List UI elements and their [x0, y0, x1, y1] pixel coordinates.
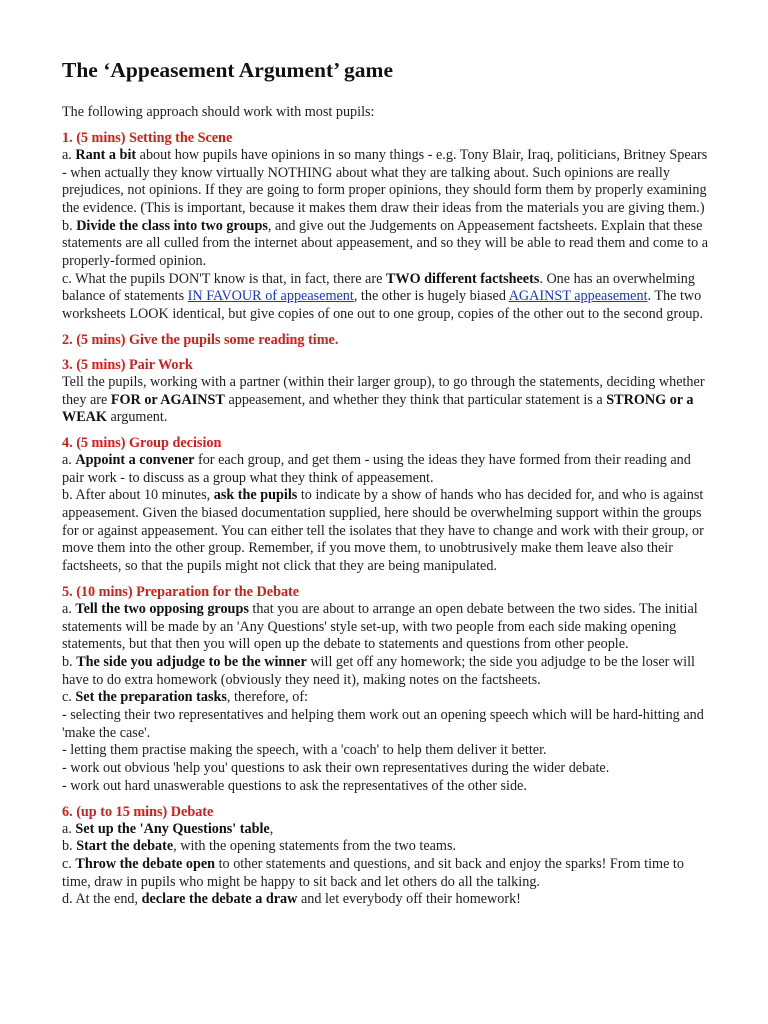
body-text: b. After about 10 minutes,: [62, 487, 214, 504]
body-text: ,: [269, 820, 274, 837]
emphasis-text: Divide the class into two groups: [76, 217, 268, 234]
section-paragraph: [62, 601, 712, 654]
body-text: a.: [62, 451, 76, 468]
factsheet-link[interactable]: IN FAVOUR of appeasement: [187, 288, 354, 305]
factsheet-link[interactable]: AGAINST appeasement: [508, 288, 648, 305]
emphasis-text: declare the debate a draw: [141, 891, 298, 908]
body-text: Tell the pupils, working with a partner (within their larger group), to go through the statements, deciding whether they are: [62, 373, 705, 408]
emphasis-text: FOR or AGAINST: [110, 391, 225, 408]
emphasis-text: Set up the 'Any Questions' table: [75, 820, 270, 837]
section-2: [62, 331, 712, 349]
section-6: [62, 803, 712, 910]
body-text: , therefore, of:: [226, 689, 309, 706]
section-paragraph: [62, 838, 712, 856]
section-paragraph: [62, 821, 712, 839]
body-text: b.: [62, 838, 77, 855]
section-heading: 4. (5 mins) Group decision: [62, 434, 222, 451]
section-heading: 1. (5 mins) Setting the Scene: [62, 129, 233, 146]
section-paragraph: [62, 891, 712, 909]
body-text: a.: [62, 820, 76, 837]
section-4: [62, 434, 712, 576]
section-heading: 2. (5 mins) Give the pupils some reading time.: [62, 331, 339, 348]
section-paragraph: [62, 452, 712, 487]
emphasis-text: Rant a bit: [75, 146, 137, 163]
sections-container: [62, 129, 712, 909]
page-title: The ‘Appeasement Argument’ game: [62, 58, 394, 82]
emphasis-text: STRONG or a WEAK: [62, 391, 694, 426]
section-paragraph: [62, 689, 712, 707]
emphasis-text: ask the pupils: [213, 487, 298, 504]
body-text: that you are about to arrange an open debate between the two sides. The initial statements will be made by an 'Any Questions' style set-up, with two people from each side making opening statements, but that then you will open up the debate to statements and questions from other people.: [62, 600, 698, 653]
body-text: b.: [62, 217, 77, 234]
section-heading: 6. (up to 15 mins) Debate: [62, 803, 214, 820]
emphasis-text: Throw the debate open: [75, 856, 216, 872]
body-text: - letting them practise making the speech, with a 'coach' to help them deliver it better.: [62, 742, 547, 759]
section-1: [62, 129, 712, 324]
body-text: d. At the end,: [62, 891, 142, 908]
body-text: . The two worksheets LOOK identical, but give copies of one out to one group, copies of the other out to the second group.: [62, 288, 704, 323]
body-text: - work out hard unaswerable questions to ask the representatives of the other side.: [62, 777, 527, 794]
emphasis-text: The side you adjudge to be the winner: [76, 653, 307, 670]
section-paragraph: [62, 856, 712, 891]
body-text: a.: [62, 600, 76, 617]
body-text: . One has an overwhelming balance of statements: [62, 270, 695, 305]
body-text: appeasement, and whether they think that particular statement is a: [224, 391, 607, 408]
section-paragraph: [62, 271, 712, 324]
section-5: [62, 583, 712, 796]
body-text: , and give out the Judgements on Appeasement factsheets. Explain that these statements are all culled from the internet about appeasement, and so they will be able to read them and come to a properly-formed opinion.: [62, 217, 709, 270]
body-text: to indicate by a show of hands who has decided for, and who is against appeasement. Given the biased documentation supplied, here should be overwhelming support within the groups for or against appeasement. You can either tell the isolates that they have to change and work with their group, or move them into the other group. Remember, if you move them, to unobtrusively make them leave also their factsheets, so that the pupils might not click that they are being manipulated.: [62, 487, 704, 575]
body-text: c.: [62, 856, 76, 872]
body-text: c.: [62, 689, 76, 706]
body-text: for each group, and get them - using the ideas they have formed from their reading and pair work - to discuss as a group what they think of appeasement.: [62, 451, 691, 486]
emphasis-text: Appoint a convener: [75, 451, 195, 468]
body-text: b.: [62, 653, 77, 670]
emphasis-text: Tell the two opposing groups: [75, 600, 249, 617]
body-text: - selecting their two representatives and helping them work out an opening speech which will be hard-hitting and 'make the case'.: [62, 707, 704, 741]
section-3: [62, 356, 712, 427]
section-paragraph: [62, 147, 712, 218]
section-paragraph: [62, 742, 712, 760]
body-text: , the other is hugely biased: [353, 288, 509, 305]
body-text: about how pupils have opinions in so many things - e.g. Tony Blair, Iraq, politicians, Britney Spears - when actually they know virtually NOTHING about what they are talking about. Such opinions are really prejudices, not opinions. If they are going to form proper opinions, they should form them by properly examining the evidence. (This is important, because it makes them draw their ideas from the materials you are giving them.): [62, 146, 708, 216]
body-text: - work out obvious 'help you' questions to ask their own representatives during the wider debate.: [62, 760, 610, 777]
section-heading: 3. (5 mins) Pair Work: [62, 356, 193, 373]
section-paragraph: [62, 218, 712, 271]
emphasis-text: TWO different factsheets: [385, 270, 540, 287]
section-paragraph: [62, 374, 712, 427]
body-text: will get off any homework; the side you adjudge to be the loser will have to do extra homework (obviously they need it), making notes on the factsheets.: [62, 653, 696, 688]
section-paragraph: [62, 654, 712, 689]
emphasis-text: Start the debate: [76, 838, 174, 855]
section-paragraph: [62, 707, 712, 742]
body-text: a.: [62, 146, 76, 163]
intro-text: The following approach should work with most pupils:: [62, 103, 375, 120]
body-text: c. What the pupils DON'T know is that, in fact, there are: [62, 270, 386, 287]
body-text: argument.: [106, 409, 168, 426]
body-text: to other statements and questions, and sit back and enjoy the sparks! From time to time, draw in pupils who might be happy to sit back and let others do all the talking.: [62, 856, 684, 890]
section-heading: 5. (10 mins) Preparation for the Debate: [62, 583, 300, 600]
section-paragraph: [62, 778, 712, 796]
section-paragraph: [62, 760, 712, 778]
body-text: and let everybody off their homework!: [297, 891, 521, 908]
emphasis-text: Set the preparation tasks: [75, 689, 227, 706]
body-text: , with the opening statements from the two teams.: [173, 838, 457, 855]
section-paragraph: [62, 487, 712, 576]
